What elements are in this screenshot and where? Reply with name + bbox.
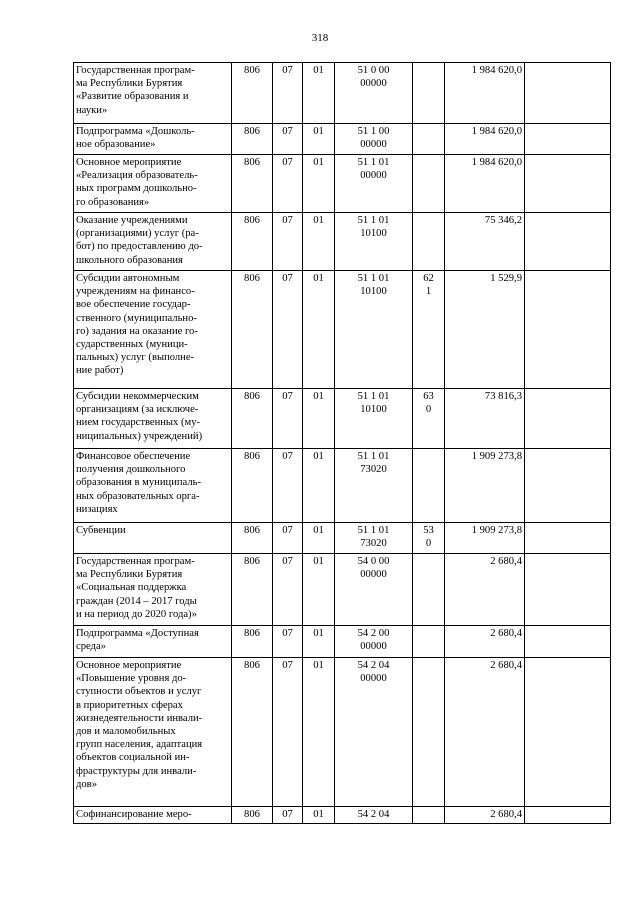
row-section-code: 07 bbox=[273, 626, 303, 658]
row-amount: 2 680,4 bbox=[445, 626, 525, 658]
row-expense-type-code bbox=[413, 63, 445, 124]
row-department-code: 806 bbox=[232, 271, 273, 389]
table-row bbox=[74, 658, 611, 807]
row-subsection-code: 01 bbox=[303, 124, 335, 155]
row-subsection-code: 01 bbox=[303, 155, 335, 213]
row-subsection-code: 01 bbox=[303, 626, 335, 658]
row-expense-type-code bbox=[413, 554, 445, 626]
row-name: Основное мероприятие «Повышение уровня до- ступности объектов и услуг в приоритетных сферах жизнедеятельности инвали- дов и маломобильных групп населения, адаптация объектов социальной ин- фраструктуры для инвали- дов» bbox=[74, 658, 232, 807]
row-expense-type-code bbox=[413, 449, 445, 523]
row-amount: 2 680,4 bbox=[445, 807, 525, 824]
row-subsection-code: 01 bbox=[303, 389, 335, 449]
row-subsection-code: 01 bbox=[303, 658, 335, 807]
row-target-article-code: 54 2 04 bbox=[335, 807, 413, 824]
budget-table bbox=[73, 62, 611, 824]
row-section-code: 07 bbox=[273, 271, 303, 389]
row-amount: 73 816,3 bbox=[445, 389, 525, 449]
row-subsection-code: 01 bbox=[303, 807, 335, 824]
row-expense-type-code bbox=[413, 807, 445, 824]
table-row bbox=[74, 626, 611, 658]
row-department-code: 806 bbox=[232, 626, 273, 658]
row-section-code: 07 bbox=[273, 389, 303, 449]
row-department-code: 806 bbox=[232, 155, 273, 213]
row-extra-cell bbox=[525, 271, 611, 389]
row-target-article-code: 51 1 01 73020 bbox=[335, 523, 413, 554]
row-extra-cell bbox=[525, 626, 611, 658]
page-number: 318 bbox=[311, 32, 329, 44]
row-subsection-code: 01 bbox=[303, 213, 335, 271]
row-extra-cell bbox=[525, 449, 611, 523]
table-row bbox=[74, 389, 611, 449]
row-section-code: 07 bbox=[273, 213, 303, 271]
row-expense-type-code bbox=[413, 658, 445, 807]
row-expense-type-code: 53 0 bbox=[413, 523, 445, 554]
row-department-code: 806 bbox=[232, 63, 273, 124]
row-extra-cell bbox=[525, 807, 611, 824]
row-department-code: 806 bbox=[232, 523, 273, 554]
row-subsection-code: 01 bbox=[303, 554, 335, 626]
table-row bbox=[74, 63, 611, 124]
row-target-article-code: 54 2 04 00000 bbox=[335, 658, 413, 807]
table-row bbox=[74, 271, 611, 389]
row-department-code: 806 bbox=[232, 807, 273, 824]
row-target-article-code: 51 1 01 73020 bbox=[335, 449, 413, 523]
row-department-code: 806 bbox=[232, 449, 273, 523]
row-extra-cell bbox=[525, 124, 611, 155]
row-name: Подпрограмма «Дошколь- ное образование» bbox=[74, 124, 232, 155]
row-name: Субсидии автономным учреждениям на финансо- вое обеспечение государ- ственного (муниципально- го) задания на оказание го- сударственных (муници- пальных) услуг (выполне- ние работ) bbox=[74, 271, 232, 389]
row-section-code: 07 bbox=[273, 63, 303, 124]
row-target-article-code: 51 1 01 10100 bbox=[335, 213, 413, 271]
row-target-article-code: 51 1 01 00000 bbox=[335, 155, 413, 213]
row-section-code: 07 bbox=[273, 124, 303, 155]
row-expense-type-code bbox=[413, 155, 445, 213]
row-department-code: 806 bbox=[232, 554, 273, 626]
row-amount: 1 984 620,0 bbox=[445, 124, 525, 155]
row-expense-type-code: 62 1 bbox=[413, 271, 445, 389]
row-expense-type-code: 63 0 bbox=[413, 389, 445, 449]
row-name: Субвенции bbox=[74, 523, 232, 554]
row-target-article-code: 51 1 00 00000 bbox=[335, 124, 413, 155]
row-subsection-code: 01 bbox=[303, 63, 335, 124]
row-target-article-code: 51 1 01 10100 bbox=[335, 271, 413, 389]
row-extra-cell bbox=[525, 63, 611, 124]
row-name: Подпрограмма «Доступная среда» bbox=[74, 626, 232, 658]
row-expense-type-code bbox=[413, 213, 445, 271]
row-subsection-code: 01 bbox=[303, 449, 335, 523]
row-extra-cell bbox=[525, 554, 611, 626]
table-row bbox=[74, 155, 611, 213]
row-name: Основное мероприятие «Реализация образователь- ных программ дошкольно- го образования» bbox=[74, 155, 232, 213]
table-row bbox=[74, 213, 611, 271]
row-target-article-code: 54 2 00 00000 bbox=[335, 626, 413, 658]
row-section-code: 07 bbox=[273, 807, 303, 824]
row-amount: 75 346,2 bbox=[445, 213, 525, 271]
row-name: Государственная програм- ма Республики Бурятия «Социальная поддержка граждан (2014 – 2017 годы и на период до 2020 года)» bbox=[74, 554, 232, 626]
row-extra-cell bbox=[525, 523, 611, 554]
row-extra-cell bbox=[525, 389, 611, 449]
row-expense-type-code bbox=[413, 626, 445, 658]
row-department-code: 806 bbox=[232, 124, 273, 155]
row-name: Государственная програм- ма Республики Бурятия «Развитие образования и науки» bbox=[74, 63, 232, 124]
table-row bbox=[74, 523, 611, 554]
row-amount: 1 984 620,0 bbox=[445, 63, 525, 124]
table-row bbox=[74, 449, 611, 523]
row-name: Субсидии некоммерческим организациям (за исключе- нием государственных (му- ниципальных) учреждений) bbox=[74, 389, 232, 449]
row-section-code: 07 bbox=[273, 658, 303, 807]
row-section-code: 07 bbox=[273, 554, 303, 626]
row-subsection-code: 01 bbox=[303, 523, 335, 554]
row-extra-cell bbox=[525, 155, 611, 213]
row-department-code: 806 bbox=[232, 389, 273, 449]
table-row bbox=[74, 807, 611, 824]
row-expense-type-code bbox=[413, 124, 445, 155]
row-amount: 1 909 273,8 bbox=[445, 449, 525, 523]
row-section-code: 07 bbox=[273, 523, 303, 554]
table-row bbox=[74, 124, 611, 155]
row-name: Оказание учреждениями (организациями) услуг (ра- бот) по предоставлению до- школьного образования bbox=[74, 213, 232, 271]
row-section-code: 07 bbox=[273, 155, 303, 213]
row-amount: 1 529,9 bbox=[445, 271, 525, 389]
row-target-article-code: 51 0 00 00000 bbox=[335, 63, 413, 124]
row-department-code: 806 bbox=[232, 213, 273, 271]
table-row bbox=[74, 554, 611, 626]
row-extra-cell bbox=[525, 658, 611, 807]
row-target-article-code: 51 1 01 10100 bbox=[335, 389, 413, 449]
row-target-article-code: 54 0 00 00000 bbox=[335, 554, 413, 626]
row-amount: 2 680,4 bbox=[445, 554, 525, 626]
row-extra-cell bbox=[525, 213, 611, 271]
row-name: Финансовое обеспечение получения дошкольного образования в муниципаль- ных образовательных орга- низациях bbox=[74, 449, 232, 523]
row-name: Софинансирование меро- bbox=[74, 807, 232, 824]
row-amount: 1 984 620,0 bbox=[445, 155, 525, 213]
row-department-code: 806 bbox=[232, 658, 273, 807]
row-amount: 2 680,4 bbox=[445, 658, 525, 807]
row-amount: 1 909 273,8 bbox=[445, 523, 525, 554]
row-subsection-code: 01 bbox=[303, 271, 335, 389]
row-section-code: 07 bbox=[273, 449, 303, 523]
